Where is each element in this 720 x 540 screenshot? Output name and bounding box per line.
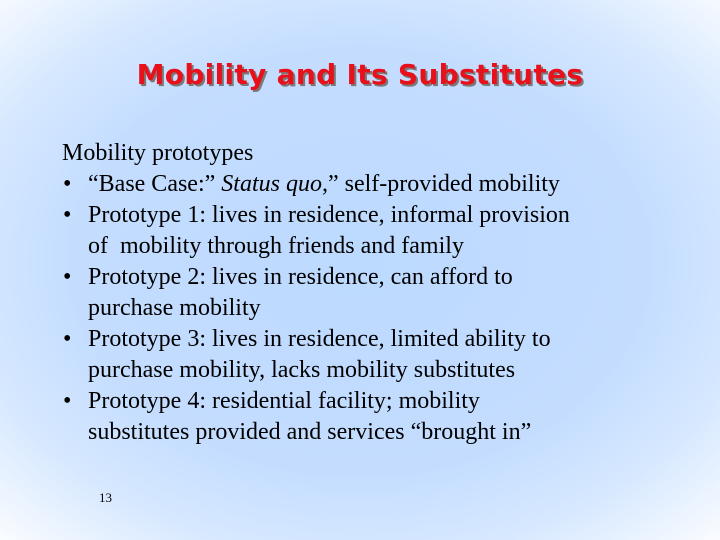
bullet-item-prototype-3 bbox=[62, 324, 682, 386]
bullet-icon: • bbox=[63, 388, 72, 414]
bullet-italic-text: Status quo, bbox=[221, 171, 328, 197]
slide-title: Mobility and Its Substitutes bbox=[136, 58, 584, 91]
bullet-line bbox=[88, 169, 682, 200]
page-number: 13 bbox=[99, 490, 112, 505]
bullet-line: Prototype 2: lives in residence, can afford to bbox=[88, 264, 513, 290]
bullet-item-prototype-2 bbox=[62, 262, 682, 324]
slide-body bbox=[62, 138, 682, 448]
bullet-line: substitutes provided and services “brought in” bbox=[88, 419, 532, 445]
bullet-icon: • bbox=[63, 171, 72, 197]
bullet-icon: • bbox=[63, 264, 72, 290]
bullet-icon: • bbox=[63, 202, 72, 228]
bullet-line: purchase mobility bbox=[88, 295, 261, 321]
bullet-line: Prototype 4: residential facility; mobility bbox=[88, 388, 480, 414]
bullet-item-prototype-1 bbox=[62, 200, 682, 262]
bullet-text: ” self-provided mobility bbox=[327, 171, 560, 197]
bullet-item-prototype-4 bbox=[62, 386, 682, 448]
bullet-list bbox=[62, 169, 682, 448]
section-heading: Mobility prototypes bbox=[62, 140, 254, 166]
bullet-line: Prototype 1: lives in residence, informal provision bbox=[88, 202, 570, 228]
bullet-line: of mobility through friends and family bbox=[88, 233, 464, 259]
bullet-line: purchase mobility, lacks mobility substitutes bbox=[88, 357, 516, 383]
bullet-text: “Base Case:” bbox=[88, 171, 222, 197]
bullet-line: Prototype 3: lives in residence, limited ability to bbox=[88, 326, 551, 352]
bullet-item-base-case bbox=[62, 169, 682, 200]
bullet-icon: • bbox=[63, 326, 72, 352]
